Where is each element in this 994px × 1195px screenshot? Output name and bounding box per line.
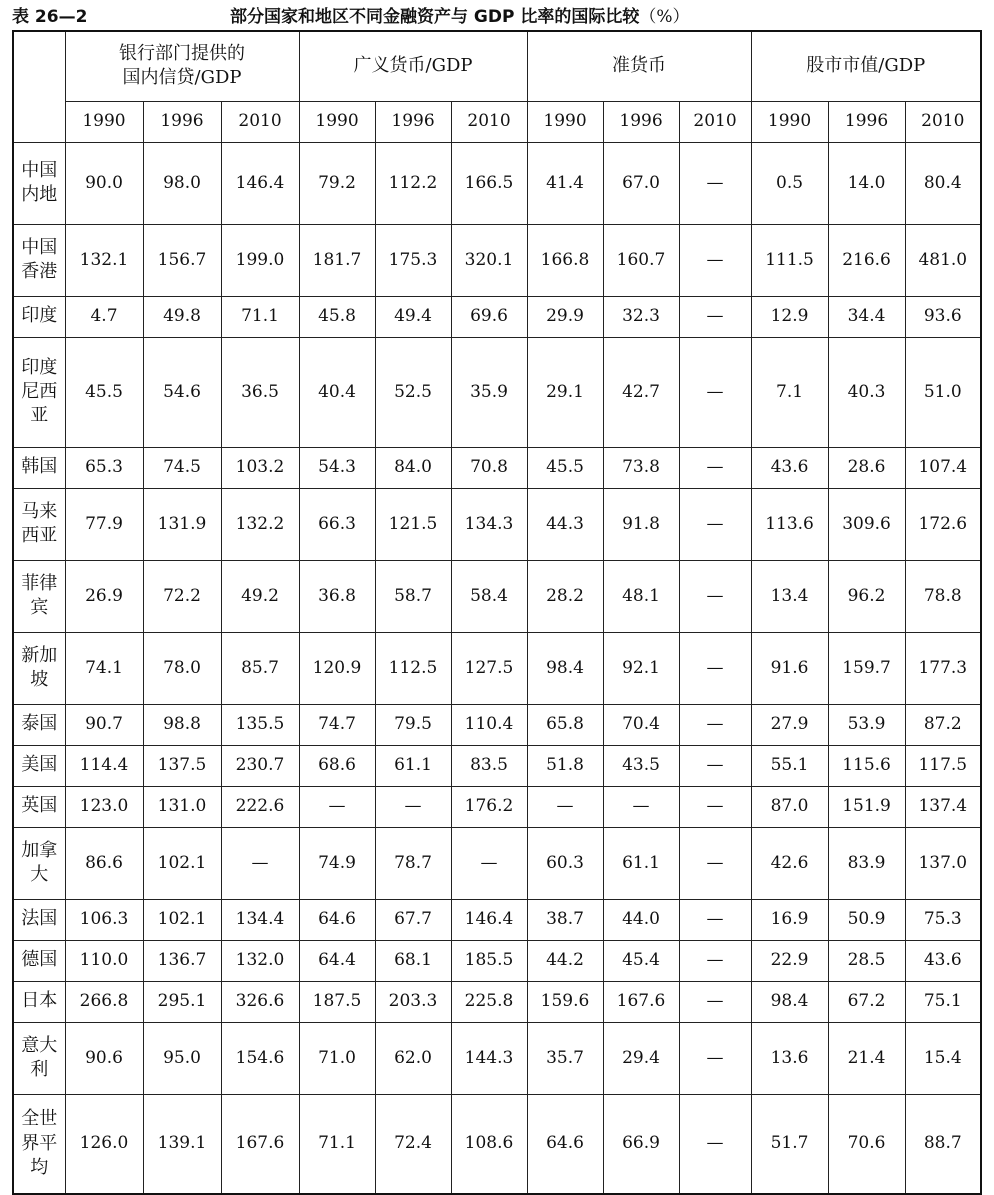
table-cell: 41.4 (527, 142, 603, 224)
table-cell: 166.5 (451, 142, 527, 224)
table-row (13, 337, 981, 447)
table-cell: 70.8 (451, 447, 527, 488)
table-cell: 61.1 (603, 827, 679, 899)
table-cell: 295.1 (143, 981, 221, 1022)
table-cell: 92.1 (603, 632, 679, 704)
row-label: 马来西亚 (13, 488, 65, 560)
table-cell: 87.2 (905, 704, 981, 745)
table-row (13, 899, 981, 940)
table-row (13, 786, 981, 827)
table-cell: 166.8 (527, 224, 603, 296)
table-cell: 266.8 (65, 981, 143, 1022)
table-cell: 160.7 (603, 224, 679, 296)
table-cell: 12.9 (751, 296, 828, 337)
table-cell: 34.4 (828, 296, 905, 337)
table-cell: 90.6 (65, 1022, 143, 1094)
row-label: 新加坡 (13, 632, 65, 704)
table-cell: 185.5 (451, 940, 527, 981)
table-cell: 79.5 (375, 704, 451, 745)
table-cell: 111.5 (751, 224, 828, 296)
group-header-quasi-money: 准货币 (527, 31, 751, 101)
table-cell: 90.7 (65, 704, 143, 745)
table-cell: — (679, 337, 751, 447)
table-cell: 58.4 (451, 560, 527, 632)
row-label: 美国 (13, 745, 65, 786)
table-cell: 68.1 (375, 940, 451, 981)
table-cell: 159.7 (828, 632, 905, 704)
table-cell: 54.6 (143, 337, 221, 447)
table-cell: 85.7 (221, 632, 299, 704)
table-cell: 40.4 (299, 337, 375, 447)
table-cell: 58.7 (375, 560, 451, 632)
table-cell: 53.9 (828, 704, 905, 745)
table-row (13, 447, 981, 488)
table-cell: 71.1 (221, 296, 299, 337)
table-cell: 126.0 (65, 1094, 143, 1194)
table-cell: 72.2 (143, 560, 221, 632)
table-title (230, 2, 690, 27)
table-cell: — (679, 981, 751, 1022)
table-cell: 14.0 (828, 142, 905, 224)
table-cell: 132.0 (221, 940, 299, 981)
table-cell: 77.9 (65, 488, 143, 560)
table-cell: 44.3 (527, 488, 603, 560)
table-cell: 42.6 (751, 827, 828, 899)
table-cell: — (679, 632, 751, 704)
table-cell: 98.4 (751, 981, 828, 1022)
table-cell: 167.6 (603, 981, 679, 1022)
table-cell: 78.0 (143, 632, 221, 704)
year-header: 1996 (603, 101, 679, 142)
table-cell: — (679, 786, 751, 827)
table-cell: 65.3 (65, 447, 143, 488)
year-header: 1996 (828, 101, 905, 142)
table-cell: 74.9 (299, 827, 375, 899)
table-cell: 83.5 (451, 745, 527, 786)
table-cell: 45.5 (65, 337, 143, 447)
table-cell: 309.6 (828, 488, 905, 560)
table-cell: 75.3 (905, 899, 981, 940)
table-cell: 71.0 (299, 1022, 375, 1094)
table-cell: 50.9 (828, 899, 905, 940)
table-cell: 51.8 (527, 745, 603, 786)
row-label: 意大利 (13, 1022, 65, 1094)
row-label: 德国 (13, 940, 65, 981)
table-row (13, 981, 981, 1022)
table-cell: 151.9 (828, 786, 905, 827)
group-header-credit (65, 31, 299, 101)
table-cell: — (679, 827, 751, 899)
table-cell: 167.6 (221, 1094, 299, 1194)
table-cell: 146.4 (221, 142, 299, 224)
table-cell: 230.7 (221, 745, 299, 786)
table-cell: 48.1 (603, 560, 679, 632)
table-cell: 137.5 (143, 745, 221, 786)
table-cell: 102.1 (143, 899, 221, 940)
table-cell: 175.3 (375, 224, 451, 296)
table-row (13, 1022, 981, 1094)
comparison-table (12, 30, 982, 1195)
table-cell: 0.5 (751, 142, 828, 224)
year-header: 2010 (905, 101, 981, 142)
year-header: 2010 (451, 101, 527, 142)
table-cell: 131.0 (143, 786, 221, 827)
table-cell: 144.3 (451, 1022, 527, 1094)
group-header-broad-money: 广义货币/GDP (299, 31, 527, 101)
table-cell: 45.5 (527, 447, 603, 488)
table-cell: 49.8 (143, 296, 221, 337)
table-cell: 84.0 (375, 447, 451, 488)
year-header: 1990 (527, 101, 603, 142)
table-cell: 176.2 (451, 786, 527, 827)
table-cell: 121.5 (375, 488, 451, 560)
row-label: 日本 (13, 981, 65, 1022)
table-cell: 61.1 (375, 745, 451, 786)
table-cell: 70.6 (828, 1094, 905, 1194)
table-cell: 86.6 (65, 827, 143, 899)
table-cell: 187.5 (299, 981, 375, 1022)
table-cell: 103.2 (221, 447, 299, 488)
table-cell: 55.1 (751, 745, 828, 786)
table-cell: 35.7 (527, 1022, 603, 1094)
table-row (13, 488, 981, 560)
table-cell: 154.6 (221, 1022, 299, 1094)
table-cell: — (679, 142, 751, 224)
table-cell: 127.5 (451, 632, 527, 704)
row-label: 印度 (13, 296, 65, 337)
table-cell: — (679, 560, 751, 632)
table-cell: 16.9 (751, 899, 828, 940)
table-cell: 83.9 (828, 827, 905, 899)
table-cell: 134.4 (221, 899, 299, 940)
table-cell: 15.4 (905, 1022, 981, 1094)
table-cell: 117.5 (905, 745, 981, 786)
table-row (13, 827, 981, 899)
row-label: 泰国 (13, 704, 65, 745)
table-cell: 203.3 (375, 981, 451, 1022)
table-cell: — (679, 704, 751, 745)
table-cell: — (679, 488, 751, 560)
table-cell: 4.7 (65, 296, 143, 337)
table-cell: 326.6 (221, 981, 299, 1022)
table-cell: 51.7 (751, 1094, 828, 1194)
table-cell: 66.9 (603, 1094, 679, 1194)
table-cell: 60.3 (527, 827, 603, 899)
table-cell: 28.5 (828, 940, 905, 981)
table-cell: 115.6 (828, 745, 905, 786)
table-cell: 131.9 (143, 488, 221, 560)
table-cell: 78.7 (375, 827, 451, 899)
group-header-row (13, 31, 981, 101)
table-cell: 45.8 (299, 296, 375, 337)
table-cell: 72.4 (375, 1094, 451, 1194)
table-cell: 13.4 (751, 560, 828, 632)
table-cell: — (679, 447, 751, 488)
table-unit: （%） (639, 7, 690, 27)
table-cell: 95.0 (143, 1022, 221, 1094)
table-cell: 172.6 (905, 488, 981, 560)
table-cell: — (679, 1094, 751, 1194)
table-row (13, 745, 981, 786)
table-cell: 64.6 (299, 899, 375, 940)
table-cell: 110.4 (451, 704, 527, 745)
table-cell: 62.0 (375, 1022, 451, 1094)
table-cell: 156.7 (143, 224, 221, 296)
year-header: 1996 (143, 101, 221, 142)
table-cell: — (603, 786, 679, 827)
table-cell: 70.4 (603, 704, 679, 745)
table-cell: 181.7 (299, 224, 375, 296)
table-cell: 44.2 (527, 940, 603, 981)
table-cell: 481.0 (905, 224, 981, 296)
table-cell: 67.7 (375, 899, 451, 940)
table-cell: 159.6 (527, 981, 603, 1022)
table-cell: 69.6 (451, 296, 527, 337)
table-cell: 78.8 (905, 560, 981, 632)
table-cell: 90.0 (65, 142, 143, 224)
table-cell: — (679, 745, 751, 786)
table-cell: 108.6 (451, 1094, 527, 1194)
table-body (13, 142, 981, 1194)
table-title-text: 部分国家和地区不同金融资产与 GDP 比率的国际比较 (230, 7, 640, 27)
table-cell: — (679, 1022, 751, 1094)
table-cell: 114.4 (65, 745, 143, 786)
table-cell: 49.2 (221, 560, 299, 632)
table-cell: 44.0 (603, 899, 679, 940)
table-cell: 102.1 (143, 827, 221, 899)
row-label: 中国内地 (13, 142, 65, 224)
table-cell: 135.5 (221, 704, 299, 745)
table-cell: 26.9 (65, 560, 143, 632)
table-cell: 137.4 (905, 786, 981, 827)
table-cell: 67.2 (828, 981, 905, 1022)
table-row (13, 940, 981, 981)
table-cell: 51.0 (905, 337, 981, 447)
table-cell: 28.2 (527, 560, 603, 632)
table-cell: — (679, 224, 751, 296)
table-cell: 13.6 (751, 1022, 828, 1094)
year-header: 2010 (221, 101, 299, 142)
table-cell: 177.3 (905, 632, 981, 704)
table-cell: 32.3 (603, 296, 679, 337)
table-row (13, 1094, 981, 1194)
year-header: 2010 (679, 101, 751, 142)
row-label: 加拿大 (13, 827, 65, 899)
table-cell: 91.8 (603, 488, 679, 560)
group-header-credit-line1: 银行部门提供的 (119, 42, 245, 64)
table-cell: 80.4 (905, 142, 981, 224)
table-cell: 29.1 (527, 337, 603, 447)
row-label: 中国香港 (13, 224, 65, 296)
table-cell: 87.0 (751, 786, 828, 827)
table-cell: 199.0 (221, 224, 299, 296)
table-cell: 42.7 (603, 337, 679, 447)
table-cell: 74.1 (65, 632, 143, 704)
table-cell: — (221, 827, 299, 899)
group-header-market-cap: 股市市值/GDP (751, 31, 981, 101)
year-header: 1990 (65, 101, 143, 142)
table-cell: 28.6 (828, 447, 905, 488)
table-number: 表 26—2 (12, 7, 88, 27)
table-cell: 320.1 (451, 224, 527, 296)
table-cell: 134.3 (451, 488, 527, 560)
table-cell: 96.2 (828, 560, 905, 632)
table-cell: 112.5 (375, 632, 451, 704)
table-cell: 27.9 (751, 704, 828, 745)
table-cell: 132.1 (65, 224, 143, 296)
table-cell: 21.4 (828, 1022, 905, 1094)
table-cell: 146.4 (451, 899, 527, 940)
table-cell: 216.6 (828, 224, 905, 296)
table-cell: 64.4 (299, 940, 375, 981)
table-cell: 22.9 (751, 940, 828, 981)
table-cell: 137.0 (905, 827, 981, 899)
table-cell: — (299, 786, 375, 827)
table-cell: 93.6 (905, 296, 981, 337)
table-cell: — (451, 827, 527, 899)
table-cell: 132.2 (221, 488, 299, 560)
table-cell: 225.8 (451, 981, 527, 1022)
table-cell: 98.4 (527, 632, 603, 704)
table-cell: 106.3 (65, 899, 143, 940)
year-header: 1990 (299, 101, 375, 142)
table-cell: 73.8 (603, 447, 679, 488)
table-cell: — (527, 786, 603, 827)
table-cell: — (679, 899, 751, 940)
table-cell: 29.9 (527, 296, 603, 337)
table-cell: 74.7 (299, 704, 375, 745)
table-cell: 45.4 (603, 940, 679, 981)
year-header-row (13, 101, 981, 142)
table-cell: 36.8 (299, 560, 375, 632)
table-cell: 54.3 (299, 447, 375, 488)
year-header: 1990 (751, 101, 828, 142)
table-cell: 79.2 (299, 142, 375, 224)
corner-cell (13, 31, 65, 142)
table-cell: 71.1 (299, 1094, 375, 1194)
table-row (13, 632, 981, 704)
row-label: 全世界平均 (13, 1094, 65, 1194)
row-label: 英国 (13, 786, 65, 827)
table-row (13, 704, 981, 745)
table-cell: 7.1 (751, 337, 828, 447)
table-cell: 43.6 (905, 940, 981, 981)
table-cell: 35.9 (451, 337, 527, 447)
table-cell: 98.8 (143, 704, 221, 745)
row-label: 韩国 (13, 447, 65, 488)
table-cell: 74.5 (143, 447, 221, 488)
table-cell: 40.3 (828, 337, 905, 447)
table-caption (12, 0, 984, 26)
table-cell: 68.6 (299, 745, 375, 786)
table-cell: 75.1 (905, 981, 981, 1022)
table-cell: 139.1 (143, 1094, 221, 1194)
table-cell: 29.4 (603, 1022, 679, 1094)
table-cell: 123.0 (65, 786, 143, 827)
row-label: 印度尼西亚 (13, 337, 65, 447)
table-row (13, 224, 981, 296)
table-cell: 113.6 (751, 488, 828, 560)
table-cell: 110.0 (65, 940, 143, 981)
group-header-credit-line2: 国内信贷/GDP (122, 67, 242, 89)
table-cell: 66.3 (299, 488, 375, 560)
table-row (13, 142, 981, 224)
table-cell: 67.0 (603, 142, 679, 224)
table-cell: 64.6 (527, 1094, 603, 1194)
table-cell: 136.7 (143, 940, 221, 981)
table-row (13, 560, 981, 632)
table-cell: 38.7 (527, 899, 603, 940)
year-header: 1996 (375, 101, 451, 142)
table-cell: 43.5 (603, 745, 679, 786)
table-cell: 52.5 (375, 337, 451, 447)
table-cell: 107.4 (905, 447, 981, 488)
table-cell: 65.8 (527, 704, 603, 745)
row-label: 菲律宾 (13, 560, 65, 632)
row-label: 法国 (13, 899, 65, 940)
table-cell: 36.5 (221, 337, 299, 447)
table-cell: — (679, 296, 751, 337)
table-cell: — (679, 940, 751, 981)
table-cell: 120.9 (299, 632, 375, 704)
table-row (13, 296, 981, 337)
table-cell: — (375, 786, 451, 827)
table-cell: 222.6 (221, 786, 299, 827)
table-cell: 49.4 (375, 296, 451, 337)
table-cell: 112.2 (375, 142, 451, 224)
table-cell: 98.0 (143, 142, 221, 224)
table-cell: 43.6 (751, 447, 828, 488)
table-cell: 88.7 (905, 1094, 981, 1194)
table-cell: 91.6 (751, 632, 828, 704)
